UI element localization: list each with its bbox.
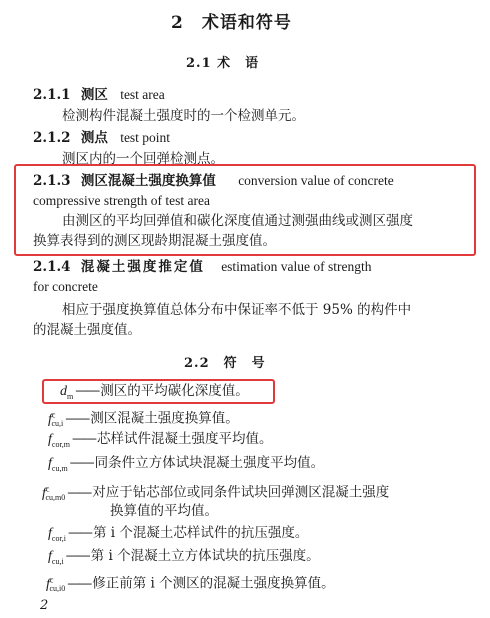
symbol-description: 同条件立方体试块混凝土强度平均值。 [94, 455, 325, 471]
symbol-description: 修正前第 i 个测区的混凝土强度换算值。 [92, 575, 335, 592]
symbol-description: 测区的平均碳化深度值。 [100, 383, 249, 399]
symbol: $d_m$ [60, 384, 74, 401]
term-zh: 测区混凝土强度换算值 [80, 173, 216, 189]
term-definition-continuation: 的混凝土强度值。 [33, 322, 141, 338]
term-definition: 测区内的一个回弹检测点。 [62, 151, 224, 167]
symbol-description: 测区混凝土强度换算值。 [90, 410, 239, 427]
term-definition: 检测构件混凝土强度时的一个检测单元。 [62, 108, 305, 124]
term-zh: 测点 [80, 130, 108, 146]
symbol: $f^c_{cu,m0}$ [42, 484, 66, 503]
terms-section-title: 2.1 术 语 [186, 56, 260, 71]
term-definition: 相应于强度换算值总体分布中保证率不低于 95% 的构件中 [62, 302, 412, 318]
symbol-dash: —— [67, 575, 91, 592]
term-definition-continuation: 换算表得到的测区现龄期混凝土强度值。 [33, 233, 276, 249]
term-number: 2.1.4 [33, 259, 71, 275]
symbol-row [48, 429, 273, 455]
term-zh: 混凝土强度推定值 [80, 259, 205, 275]
term-number: 2.1.2 [33, 130, 71, 146]
term-en-continuation: for concrete [33, 279, 98, 294]
term-en: test point [120, 130, 171, 145]
symbol: $f_{cor,m}$ [48, 432, 71, 449]
term-definition: 由测区的平均回弹值和碳化深度值通过测强曲线或测区强度 [62, 213, 413, 229]
symbol-dash: —— [69, 455, 93, 471]
term-en: test area [120, 87, 165, 102]
symbol-dash: —— [72, 431, 96, 447]
term-number: 2.1.3 [33, 173, 71, 189]
term-zh: 测区 [80, 87, 108, 103]
symbol-description: 芯样试件混凝土强度平均值。 [97, 431, 273, 447]
symbol-description: 第 i 个混凝土芯样试件的抗压强度。 [93, 525, 309, 541]
symbol-row [48, 523, 308, 549]
symbol: $f^c_{cu,i}$ [48, 410, 64, 429]
symbol-description: 对应于钻芯部位或同条件试块回弹测区混凝土强度 [92, 484, 390, 501]
symbol: $f_{cor,i}$ [48, 526, 67, 543]
term-en: conversion value of concrete [238, 173, 394, 188]
term-en-continuation: compressive strength of test area [33, 193, 210, 208]
term-2-1-4 [33, 257, 372, 277]
symbol: $f_{cu,m}$ [48, 456, 68, 473]
symbol: $f_{cu,i}$ [48, 549, 64, 566]
symbol-row [46, 570, 335, 599]
symbols-section-title: 2.2 符 号 [184, 356, 266, 371]
term-number: 2.1.1 [33, 87, 71, 103]
page-number: 2 [40, 598, 49, 613]
symbol-dash: —— [65, 410, 89, 427]
term-2-1-3 [33, 171, 394, 191]
symbol-dash: —— [65, 548, 89, 564]
term-2-1-1 [33, 85, 165, 105]
symbol-row [48, 453, 324, 479]
chapter-title: 2 术语和符号 [171, 13, 292, 33]
symbol-row [60, 381, 249, 407]
symbol: $f^c_{cu,i0}$ [46, 575, 66, 594]
symbol-row [48, 546, 320, 572]
symbol-dash: —— [68, 525, 92, 541]
symbol-description-continuation: 换算值的平均值。 [110, 503, 218, 519]
symbol-description: 第 i 个混凝土立方体试块的抗压强度。 [90, 548, 320, 564]
symbol-dash: —— [75, 383, 99, 399]
term-en: estimation value of strength [221, 259, 372, 274]
term-2-1-2 [33, 128, 170, 148]
symbol-dash: —— [67, 484, 91, 501]
